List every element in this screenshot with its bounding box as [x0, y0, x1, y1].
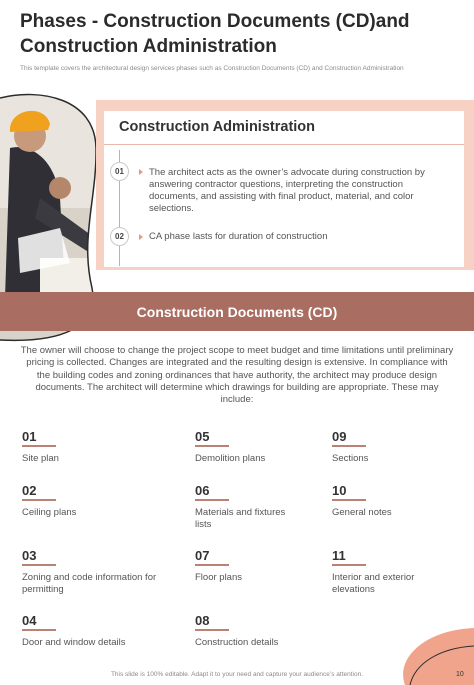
list-item — [195, 429, 265, 465]
list-item — [22, 483, 76, 519]
item-label: Floor plans — [195, 571, 242, 583]
item-number: 10 — [332, 483, 347, 498]
list-item — [195, 548, 242, 584]
item-label: Construction details — [195, 636, 279, 648]
item-number: 04 — [22, 613, 37, 628]
page-number: 10 — [456, 671, 464, 678]
footer-note: This slide is 100% editable. Adapt it to your need and capture your audience’s attention. — [110, 671, 364, 678]
item-underline — [22, 499, 56, 501]
item-underline — [332, 499, 366, 501]
item-number: 01 — [22, 429, 37, 444]
list-item — [332, 483, 392, 519]
item-number: 03 — [22, 548, 37, 563]
item-number: 11 — [332, 548, 346, 563]
cd-title: Construction Documents (CD) — [136, 304, 338, 320]
item-label: Materials and fixtures lists — [195, 506, 286, 530]
item-underline — [332, 445, 366, 447]
item-label: Sections — [332, 452, 369, 464]
page-subtitle: This template covers the architectural design services phases such as Construction Documents (CD) and Construction Administration — [20, 65, 404, 72]
item-underline — [332, 564, 366, 566]
cd-description: The owner will choose to change the project scope to meet budget and time limitations until preliminary pricing is collected. Changes are integrated and the resulting design is extensive. In compliance with the building codes and zoning ordinances that have authority, the architect may produce design documents. The architect will determine which drawings for building are appropriate. These may include: — [20, 345, 454, 406]
item-underline — [22, 629, 56, 631]
item-number: 05 — [195, 429, 210, 444]
ca-divider — [104, 144, 464, 145]
item-underline — [195, 445, 229, 447]
item-number: 07 — [195, 548, 210, 563]
page-title: Phases - Construction Documents (CD)and Construction Administration — [20, 11, 410, 57]
item-underline — [22, 564, 56, 566]
ca-point-text: CA phase lasts for duration of construction — [149, 231, 328, 242]
item-number: 02 — [22, 483, 37, 498]
item-label: Site plan — [22, 452, 59, 464]
list-item — [22, 429, 59, 465]
item-label: Door and window details — [22, 636, 126, 648]
list-item — [195, 613, 278, 649]
item-underline — [22, 445, 56, 447]
ca-point-text: The architect acts as the owner’s advocate during construction by answering contractor questions, interpreting the construction documents, and assisting with final product, material, and color selections. — [149, 167, 425, 214]
list-item — [332, 548, 442, 596]
item-label: Demolition plans — [195, 452, 266, 464]
ca-title: Construction Administration — [119, 119, 316, 135]
item-number: 08 — [195, 613, 210, 628]
list-item — [332, 429, 368, 465]
item-underline — [195, 564, 229, 566]
list-item — [195, 483, 290, 531]
item-label: Ceiling plans — [22, 506, 77, 518]
list-item — [22, 613, 126, 649]
item-underline — [195, 499, 229, 501]
ca-point-number: 02 — [110, 227, 129, 246]
item-label: Zoning and code information for permitting — [22, 571, 157, 595]
item-underline — [195, 629, 229, 631]
item-label: General notes — [332, 506, 392, 518]
list-item — [22, 548, 172, 596]
arrow-right-icon — [139, 169, 143, 175]
arrow-right-icon — [139, 234, 143, 240]
item-number: 09 — [332, 429, 347, 444]
item-number: 06 — [195, 483, 210, 498]
ca-point-number: 01 — [110, 162, 129, 181]
item-label: Interior and exterior elevations — [332, 571, 415, 595]
